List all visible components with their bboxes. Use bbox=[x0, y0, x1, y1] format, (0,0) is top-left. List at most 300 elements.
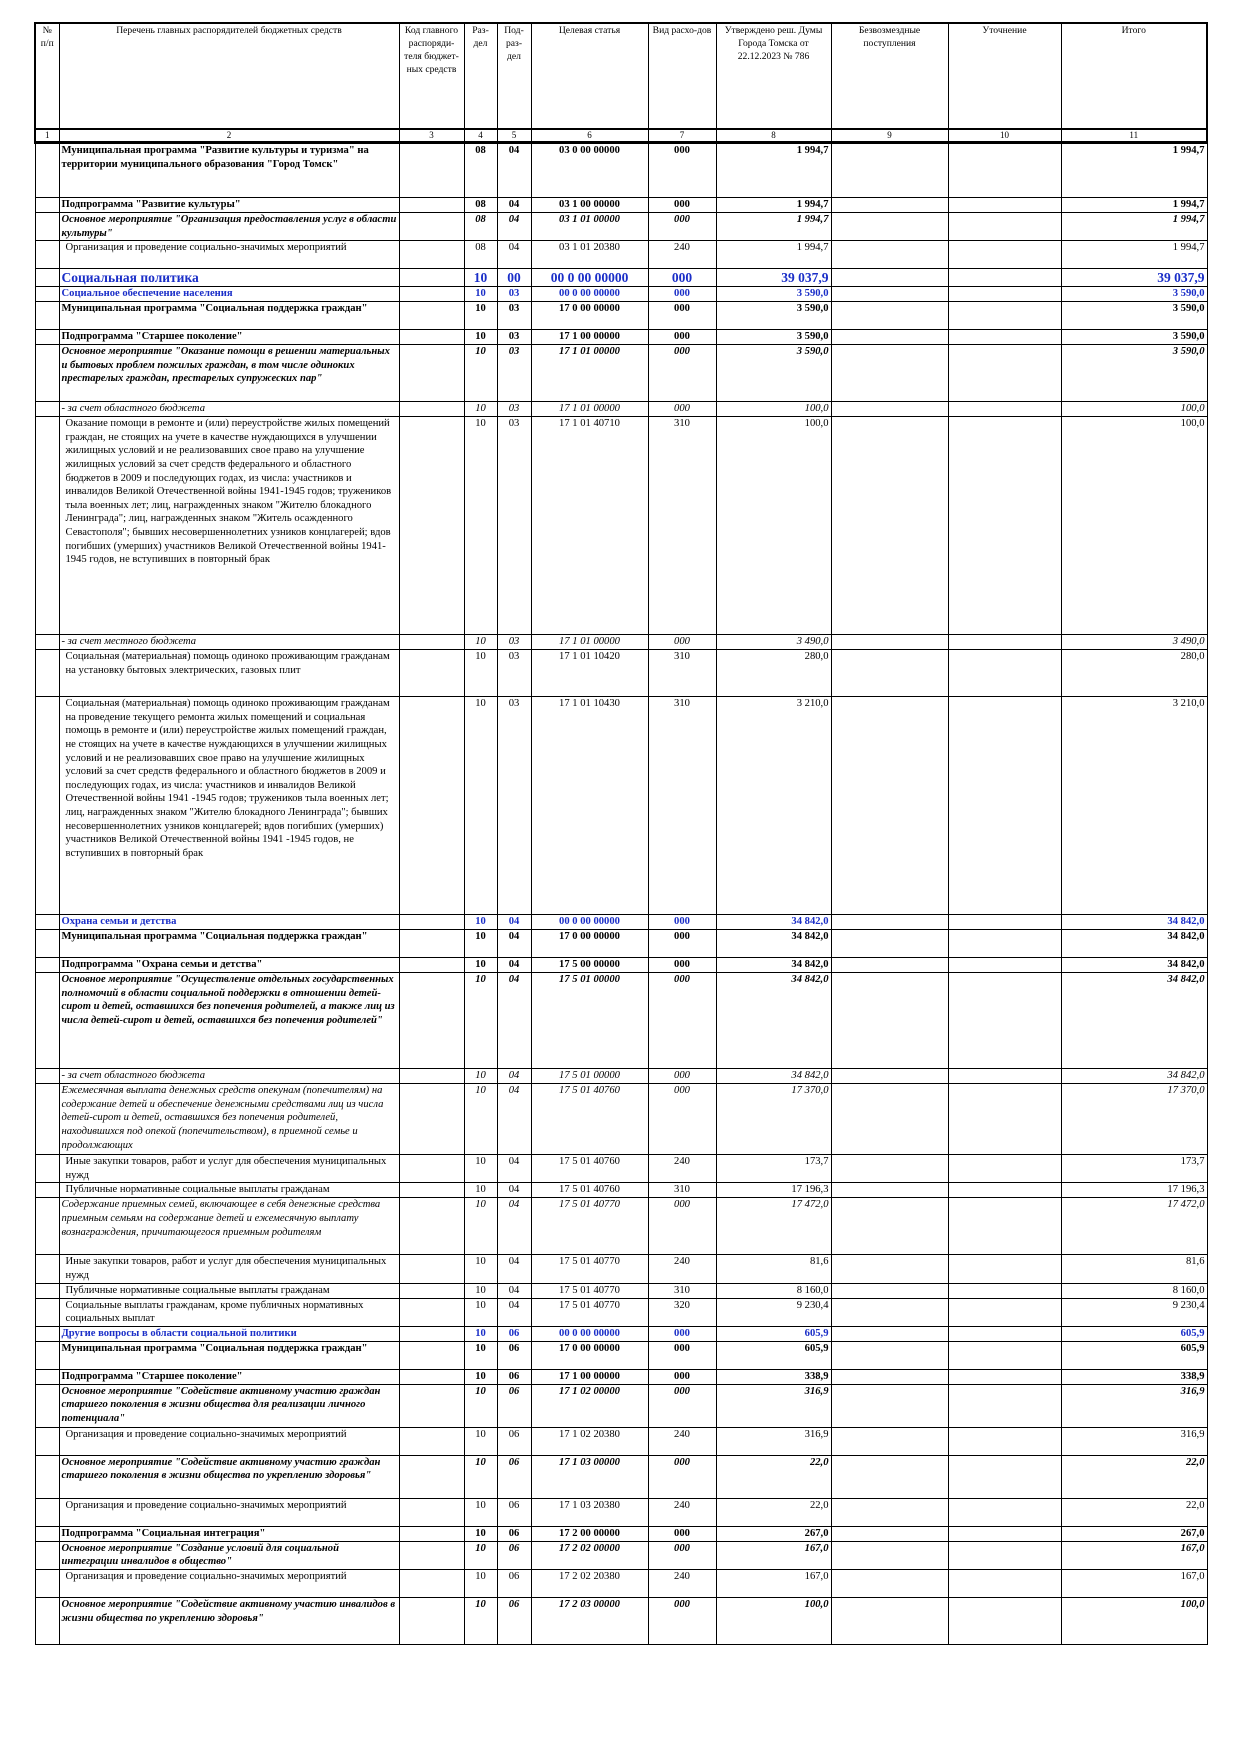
column-number: 11 bbox=[1061, 129, 1207, 143]
table-row bbox=[35, 1498, 1207, 1526]
cell-grbs-code bbox=[399, 635, 464, 650]
cell-section: 10 bbox=[464, 1183, 497, 1198]
cell-number bbox=[35, 915, 59, 930]
cell-section: 10 bbox=[464, 330, 497, 345]
cell-name: Муниципальная программа "Социальная поддержка граждан" bbox=[59, 302, 399, 330]
table-row bbox=[35, 345, 1207, 402]
column-number: 2 bbox=[59, 129, 399, 143]
cell-total: 22,0 bbox=[1061, 1498, 1207, 1526]
cell-section: 10 bbox=[464, 973, 497, 1069]
cell-grbs-code bbox=[399, 915, 464, 930]
cell-total: 267,0 bbox=[1061, 1526, 1207, 1541]
cell-adjustment bbox=[948, 213, 1061, 241]
cell-expense-type: 240 bbox=[648, 1569, 716, 1597]
table-row bbox=[35, 1326, 1207, 1341]
cell-number bbox=[35, 402, 59, 417]
cell-total: 1 994,7 bbox=[1061, 241, 1207, 269]
cell-total: 167,0 bbox=[1061, 1569, 1207, 1597]
cell-grbs-code bbox=[399, 1455, 464, 1498]
cell-grants bbox=[831, 915, 948, 930]
cell-adjustment bbox=[948, 1069, 1061, 1084]
cell-section: 10 bbox=[464, 697, 497, 915]
cell-name: Основное мероприятие "Содействие активному участию инвалидов в жизни общества по укреплению здоровья" bbox=[59, 1597, 399, 1644]
cell-subsection: 04 bbox=[497, 1283, 531, 1298]
cell-target-article: 17 1 01 00000 bbox=[531, 635, 648, 650]
cell-approved: 280,0 bbox=[716, 650, 831, 697]
cell-name: Социальное обеспечение населения bbox=[59, 287, 399, 302]
cell-grants bbox=[831, 287, 948, 302]
cell-total: 1 994,7 bbox=[1061, 143, 1207, 198]
header-cell: Безвозмездные поступления bbox=[831, 23, 948, 129]
header-cell: Итого bbox=[1061, 23, 1207, 129]
cell-total: 280,0 bbox=[1061, 650, 1207, 697]
cell-subsection: 04 bbox=[497, 1084, 531, 1155]
cell-target-article: 17 5 01 40760 bbox=[531, 1183, 648, 1198]
cell-grants bbox=[831, 1084, 948, 1155]
cell-approved: 81,6 bbox=[716, 1255, 831, 1283]
cell-total: 81,6 bbox=[1061, 1255, 1207, 1283]
cell-section: 10 bbox=[464, 1455, 497, 1498]
cell-approved: 316,9 bbox=[716, 1427, 831, 1455]
cell-expense-type: 310 bbox=[648, 1283, 716, 1298]
cell-expense-type: 240 bbox=[648, 241, 716, 269]
cell-approved: 173,7 bbox=[716, 1155, 831, 1183]
cell-name: Муниципальная программа "Социальная поддержка граждан" bbox=[59, 930, 399, 958]
cell-target-article: 17 0 00 00000 bbox=[531, 302, 648, 330]
cell-subsection: 06 bbox=[497, 1384, 531, 1427]
cell-approved: 34 842,0 bbox=[716, 930, 831, 958]
cell-expense-type: 000 bbox=[648, 198, 716, 213]
cell-adjustment bbox=[948, 1597, 1061, 1644]
cell-section: 10 bbox=[464, 1526, 497, 1541]
cell-target-article: 17 5 01 40770 bbox=[531, 1298, 648, 1326]
cell-approved: 34 842,0 bbox=[716, 915, 831, 930]
cell-adjustment bbox=[948, 143, 1061, 198]
cell-name: Социальная политика bbox=[59, 269, 399, 287]
cell-grbs-code bbox=[399, 345, 464, 402]
cell-target-article: 17 1 01 00000 bbox=[531, 402, 648, 417]
cell-name: Основное мероприятие "Содействие активному участию граждан старшего поколения в жизни общества для реализации личного потенциала" bbox=[59, 1384, 399, 1427]
cell-grbs-code bbox=[399, 1341, 464, 1369]
table-row bbox=[35, 287, 1207, 302]
cell-name: Муниципальная программа "Социальная поддержка граждан" bbox=[59, 1341, 399, 1369]
cell-total: 338,9 bbox=[1061, 1369, 1207, 1384]
cell-target-article: 03 0 00 00000 bbox=[531, 143, 648, 198]
cell-target-article: 00 0 00 00000 bbox=[531, 287, 648, 302]
cell-name: Организация и проведение социально-значимых мероприятий bbox=[59, 1498, 399, 1526]
table-row bbox=[35, 915, 1207, 930]
cell-name: Охрана семьи и детства bbox=[59, 915, 399, 930]
cell-adjustment bbox=[948, 1369, 1061, 1384]
cell-grbs-code bbox=[399, 1498, 464, 1526]
cell-subsection: 04 bbox=[497, 1255, 531, 1283]
cell-name: Подпрограмма "Старшее поколение" bbox=[59, 1369, 399, 1384]
cell-adjustment bbox=[948, 1498, 1061, 1526]
cell-subsection: 04 bbox=[497, 213, 531, 241]
cell-section: 08 bbox=[464, 143, 497, 198]
cell-name: Иные закупки товаров, работ и услуг для обеспечения муниципальных нужд bbox=[59, 1255, 399, 1283]
cell-number bbox=[35, 930, 59, 958]
cell-expense-type: 000 bbox=[648, 1341, 716, 1369]
header-cell: Целевая статья bbox=[531, 23, 648, 129]
cell-target-article: 17 5 01 00000 bbox=[531, 1069, 648, 1084]
column-number: 8 bbox=[716, 129, 831, 143]
cell-subsection: 06 bbox=[497, 1541, 531, 1569]
cell-number bbox=[35, 1384, 59, 1427]
cell-adjustment bbox=[948, 1341, 1061, 1369]
cell-adjustment bbox=[948, 1255, 1061, 1283]
cell-total: 3 590,0 bbox=[1061, 287, 1207, 302]
table-row bbox=[35, 1541, 1207, 1569]
cell-grants bbox=[831, 198, 948, 213]
cell-number bbox=[35, 1283, 59, 1298]
cell-section: 08 bbox=[464, 198, 497, 213]
cell-target-article: 17 2 03 00000 bbox=[531, 1597, 648, 1644]
cell-grants bbox=[831, 1498, 948, 1526]
cell-total: 100,0 bbox=[1061, 417, 1207, 635]
cell-adjustment bbox=[948, 402, 1061, 417]
table-row bbox=[35, 1597, 1207, 1644]
cell-total: 605,9 bbox=[1061, 1326, 1207, 1341]
cell-grbs-code bbox=[399, 697, 464, 915]
cell-grants bbox=[831, 1155, 948, 1183]
cell-total: 22,0 bbox=[1061, 1455, 1207, 1498]
cell-subsection: 04 bbox=[497, 1069, 531, 1084]
cell-adjustment bbox=[948, 650, 1061, 697]
cell-number bbox=[35, 1427, 59, 1455]
cell-target-article: 17 5 01 40760 bbox=[531, 1155, 648, 1183]
cell-adjustment bbox=[948, 930, 1061, 958]
cell-target-article: 17 5 01 40760 bbox=[531, 1084, 648, 1155]
cell-adjustment bbox=[948, 1183, 1061, 1198]
cell-adjustment bbox=[948, 915, 1061, 930]
cell-subsection: 06 bbox=[497, 1341, 531, 1369]
cell-approved: 605,9 bbox=[716, 1341, 831, 1369]
cell-total: 3 590,0 bbox=[1061, 330, 1207, 345]
cell-grbs-code bbox=[399, 1326, 464, 1341]
cell-approved: 17 196,3 bbox=[716, 1183, 831, 1198]
cell-grants bbox=[831, 241, 948, 269]
cell-total: 34 842,0 bbox=[1061, 915, 1207, 930]
column-number: 5 bbox=[497, 129, 531, 143]
table-row bbox=[35, 143, 1207, 198]
table-row bbox=[35, 213, 1207, 241]
cell-approved: 3 210,0 bbox=[716, 697, 831, 915]
cell-section: 10 bbox=[464, 287, 497, 302]
cell-target-article: 00 0 00 00000 bbox=[531, 1326, 648, 1341]
cell-total: 9 230,4 bbox=[1061, 1298, 1207, 1326]
cell-number bbox=[35, 143, 59, 198]
cell-grants bbox=[831, 330, 948, 345]
cell-number bbox=[35, 1569, 59, 1597]
cell-grants bbox=[831, 635, 948, 650]
cell-number bbox=[35, 1069, 59, 1084]
cell-adjustment bbox=[948, 1526, 1061, 1541]
cell-subsection: 04 bbox=[497, 958, 531, 973]
cell-expense-type: 000 bbox=[648, 402, 716, 417]
cell-subsection: 06 bbox=[497, 1597, 531, 1644]
cell-approved: 3 590,0 bbox=[716, 345, 831, 402]
cell-total: 605,9 bbox=[1061, 1341, 1207, 1369]
cell-name: Организация и проведение социально-значимых мероприятий bbox=[59, 1427, 399, 1455]
cell-grbs-code bbox=[399, 1569, 464, 1597]
cell-name: Содержание приемных семей, включающее в себя денежные средства приемным семьям на содержание детей и ежемесячную выплату вознаграждения, причитающегося приемным родителям bbox=[59, 1198, 399, 1255]
cell-target-article: 17 2 02 00000 bbox=[531, 1541, 648, 1569]
cell-approved: 1 994,7 bbox=[716, 213, 831, 241]
cell-section: 10 bbox=[464, 958, 497, 973]
cell-total: 39 037,9 bbox=[1061, 269, 1207, 287]
cell-grants bbox=[831, 1341, 948, 1369]
column-number: 9 bbox=[831, 129, 948, 143]
header-cell: Утверждено реш. Думы Города Томска от 22.12.2023 № 786 bbox=[716, 23, 831, 129]
cell-target-article: 17 2 02 20380 bbox=[531, 1569, 648, 1597]
cell-grbs-code bbox=[399, 402, 464, 417]
cell-grants bbox=[831, 1427, 948, 1455]
cell-name: Организация и проведение социально-значимых мероприятий bbox=[59, 241, 399, 269]
cell-grbs-code bbox=[399, 287, 464, 302]
table-row bbox=[35, 1283, 1207, 1298]
cell-subsection: 03 bbox=[497, 402, 531, 417]
cell-number bbox=[35, 287, 59, 302]
cell-total: 316,9 bbox=[1061, 1427, 1207, 1455]
cell-number bbox=[35, 1341, 59, 1369]
cell-section: 08 bbox=[464, 241, 497, 269]
cell-expense-type: 000 bbox=[648, 1597, 716, 1644]
cell-section: 10 bbox=[464, 1569, 497, 1597]
cell-approved: 316,9 bbox=[716, 1384, 831, 1427]
table-row bbox=[35, 1155, 1207, 1183]
table-row bbox=[35, 1084, 1207, 1155]
cell-adjustment bbox=[948, 1326, 1061, 1341]
table-row bbox=[35, 1369, 1207, 1384]
cell-adjustment bbox=[948, 1384, 1061, 1427]
cell-subsection: 06 bbox=[497, 1369, 531, 1384]
cell-section: 10 bbox=[464, 1326, 497, 1341]
cell-number bbox=[35, 1155, 59, 1183]
cell-name: Публичные нормативные социальные выплаты гражданам bbox=[59, 1283, 399, 1298]
cell-subsection: 00 bbox=[497, 269, 531, 287]
cell-name: Подпрограмма "Социальная интеграция" bbox=[59, 1526, 399, 1541]
cell-approved: 605,9 bbox=[716, 1326, 831, 1341]
cell-grants bbox=[831, 958, 948, 973]
cell-subsection: 04 bbox=[497, 915, 531, 930]
cell-total: 3 210,0 bbox=[1061, 697, 1207, 915]
cell-section: 10 bbox=[464, 1427, 497, 1455]
cell-subsection: 06 bbox=[497, 1455, 531, 1498]
cell-section: 10 bbox=[464, 1255, 497, 1283]
cell-section: 10 bbox=[464, 1084, 497, 1155]
cell-grbs-code bbox=[399, 1427, 464, 1455]
cell-grbs-code bbox=[399, 330, 464, 345]
cell-number bbox=[35, 1455, 59, 1498]
cell-section: 10 bbox=[464, 1341, 497, 1369]
cell-number bbox=[35, 1526, 59, 1541]
cell-adjustment bbox=[948, 1198, 1061, 1255]
cell-name: Подпрограмма "Охрана семьи и детства" bbox=[59, 958, 399, 973]
cell-subsection: 03 bbox=[497, 345, 531, 402]
cell-approved: 100,0 bbox=[716, 417, 831, 635]
cell-approved: 3 490,0 bbox=[716, 635, 831, 650]
cell-expense-type: 000 bbox=[648, 213, 716, 241]
cell-grants bbox=[831, 1183, 948, 1198]
table-row bbox=[35, 1198, 1207, 1255]
cell-name: Организация и проведение социально-значимых мероприятий bbox=[59, 1569, 399, 1597]
cell-name: Иные закупки товаров, работ и услуг для обеспечения муниципальных нужд bbox=[59, 1155, 399, 1183]
cell-total: 17 196,3 bbox=[1061, 1183, 1207, 1198]
cell-subsection: 04 bbox=[497, 1183, 531, 1198]
cell-approved: 34 842,0 bbox=[716, 958, 831, 973]
cell-target-article: 17 1 02 20380 bbox=[531, 1427, 648, 1455]
cell-expense-type: 000 bbox=[648, 1526, 716, 1541]
cell-grants bbox=[831, 302, 948, 330]
cell-adjustment bbox=[948, 1084, 1061, 1155]
cell-target-article: 03 1 01 00000 bbox=[531, 213, 648, 241]
cell-number bbox=[35, 973, 59, 1069]
cell-target-article: 17 5 01 40770 bbox=[531, 1198, 648, 1255]
cell-name: Основное мероприятие "Создание условий для социальной интеграции инвалидов в общество" bbox=[59, 1541, 399, 1569]
cell-section: 10 bbox=[464, 635, 497, 650]
table-row bbox=[35, 1183, 1207, 1198]
cell-grbs-code bbox=[399, 1198, 464, 1255]
cell-grbs-code bbox=[399, 1069, 464, 1084]
cell-grants bbox=[831, 143, 948, 198]
cell-total: 1 994,7 bbox=[1061, 198, 1207, 213]
cell-adjustment bbox=[948, 1427, 1061, 1455]
cell-grants bbox=[831, 1283, 948, 1298]
cell-adjustment bbox=[948, 958, 1061, 973]
column-number: 6 bbox=[531, 129, 648, 143]
cell-name: Другие вопросы в области социальной политики bbox=[59, 1326, 399, 1341]
cell-section: 10 bbox=[464, 1369, 497, 1384]
column-number: 10 bbox=[948, 129, 1061, 143]
cell-name: - за счет областного бюджета bbox=[59, 1069, 399, 1084]
cell-expense-type: 000 bbox=[648, 915, 716, 930]
cell-number bbox=[35, 1084, 59, 1155]
cell-approved: 39 037,9 bbox=[716, 269, 831, 287]
cell-total: 100,0 bbox=[1061, 402, 1207, 417]
cell-name: Ежемесячная выплата денежных средств опекунам (попечителям) на содержание детей и обеспечение денежными средствами лиц из числа детей-сирот и детей, оставшихся без попечения родителей, находившихся под опекой (попечительством), в приемной семье и продолжающих bbox=[59, 1084, 399, 1155]
column-number: 3 bbox=[399, 129, 464, 143]
cell-target-article: 00 0 00 00000 bbox=[531, 915, 648, 930]
cell-approved: 100,0 bbox=[716, 1597, 831, 1644]
cell-subsection: 04 bbox=[497, 973, 531, 1069]
cell-total: 34 842,0 bbox=[1061, 930, 1207, 958]
cell-section: 08 bbox=[464, 213, 497, 241]
cell-subsection: 03 bbox=[497, 302, 531, 330]
cell-name: - за счет местного бюджета bbox=[59, 635, 399, 650]
cell-expense-type: 000 bbox=[648, 635, 716, 650]
cell-number bbox=[35, 198, 59, 213]
cell-expense-type: 310 bbox=[648, 417, 716, 635]
cell-expense-type: 000 bbox=[648, 1369, 716, 1384]
header-cell: Уточнение bbox=[948, 23, 1061, 129]
cell-adjustment bbox=[948, 269, 1061, 287]
cell-approved: 9 230,4 bbox=[716, 1298, 831, 1326]
cell-number bbox=[35, 1369, 59, 1384]
cell-number bbox=[35, 345, 59, 402]
cell-section: 10 bbox=[464, 650, 497, 697]
cell-expense-type: 000 bbox=[648, 143, 716, 198]
cell-section: 10 bbox=[464, 345, 497, 402]
cell-number bbox=[35, 330, 59, 345]
cell-grants bbox=[831, 1541, 948, 1569]
cell-total: 8 160,0 bbox=[1061, 1283, 1207, 1298]
cell-grants bbox=[831, 417, 948, 635]
cell-section: 10 bbox=[464, 915, 497, 930]
cell-name: Подпрограмма "Старшее поколение" bbox=[59, 330, 399, 345]
cell-subsection: 03 bbox=[497, 330, 531, 345]
cell-expense-type: 240 bbox=[648, 1255, 716, 1283]
cell-number bbox=[35, 650, 59, 697]
cell-approved: 22,0 bbox=[716, 1455, 831, 1498]
cell-approved: 167,0 bbox=[716, 1569, 831, 1597]
cell-number bbox=[35, 1541, 59, 1569]
cell-grants bbox=[831, 930, 948, 958]
table-row bbox=[35, 198, 1207, 213]
cell-grbs-code bbox=[399, 1283, 464, 1298]
cell-expense-type: 000 bbox=[648, 930, 716, 958]
cell-grants bbox=[831, 1069, 948, 1084]
table-row bbox=[35, 417, 1207, 635]
cell-section: 10 bbox=[464, 1283, 497, 1298]
cell-grants bbox=[831, 1526, 948, 1541]
header-cell: Вид расхо-дов bbox=[648, 23, 716, 129]
cell-grants bbox=[831, 1326, 948, 1341]
cell-section: 10 bbox=[464, 930, 497, 958]
cell-number bbox=[35, 1498, 59, 1526]
cell-subsection: 06 bbox=[497, 1326, 531, 1341]
cell-adjustment bbox=[948, 635, 1061, 650]
cell-grants bbox=[831, 1569, 948, 1597]
cell-grbs-code bbox=[399, 198, 464, 213]
cell-name: Основное мероприятие "Содействие активному участию граждан старшего поколения в жизни общества по укреплению здоровья" bbox=[59, 1455, 399, 1498]
cell-grants bbox=[831, 1455, 948, 1498]
cell-name: Подпрограмма "Развитие культуры" bbox=[59, 198, 399, 213]
cell-subsection: 04 bbox=[497, 1198, 531, 1255]
cell-grants bbox=[831, 269, 948, 287]
cell-number bbox=[35, 213, 59, 241]
cell-name: Основное мероприятие "Оказание помощи в решении материальных и бытовых проблем пожилых граждан, в том числе одиноких престарелых граждан, престарелых супружеских пар" bbox=[59, 345, 399, 402]
cell-grbs-code bbox=[399, 1541, 464, 1569]
cell-expense-type: 000 bbox=[648, 345, 716, 402]
cell-target-article: 03 1 01 20380 bbox=[531, 241, 648, 269]
cell-target-article: 17 5 01 40770 bbox=[531, 1255, 648, 1283]
cell-number bbox=[35, 1597, 59, 1644]
cell-number bbox=[35, 1255, 59, 1283]
cell-approved: 1 994,7 bbox=[716, 143, 831, 198]
cell-section: 10 bbox=[464, 1498, 497, 1526]
cell-number bbox=[35, 269, 59, 287]
cell-adjustment bbox=[948, 697, 1061, 915]
cell-grbs-code bbox=[399, 417, 464, 635]
cell-total: 3 590,0 bbox=[1061, 302, 1207, 330]
cell-subsection: 06 bbox=[497, 1498, 531, 1526]
cell-grbs-code bbox=[399, 650, 464, 697]
cell-target-article: 17 1 03 20380 bbox=[531, 1498, 648, 1526]
cell-name: - за счет областного бюджета bbox=[59, 402, 399, 417]
table-row bbox=[35, 241, 1207, 269]
cell-approved: 3 590,0 bbox=[716, 302, 831, 330]
cell-name: Публичные нормативные социальные выплаты гражданам bbox=[59, 1183, 399, 1198]
table-row bbox=[35, 1069, 1207, 1084]
cell-subsection: 06 bbox=[497, 1569, 531, 1597]
cell-grants bbox=[831, 1597, 948, 1644]
header-cell: Раз-дел bbox=[464, 23, 497, 129]
cell-subsection: 04 bbox=[497, 143, 531, 198]
cell-adjustment bbox=[948, 1283, 1061, 1298]
cell-target-article: 03 1 00 00000 bbox=[531, 198, 648, 213]
cell-subsection: 03 bbox=[497, 287, 531, 302]
